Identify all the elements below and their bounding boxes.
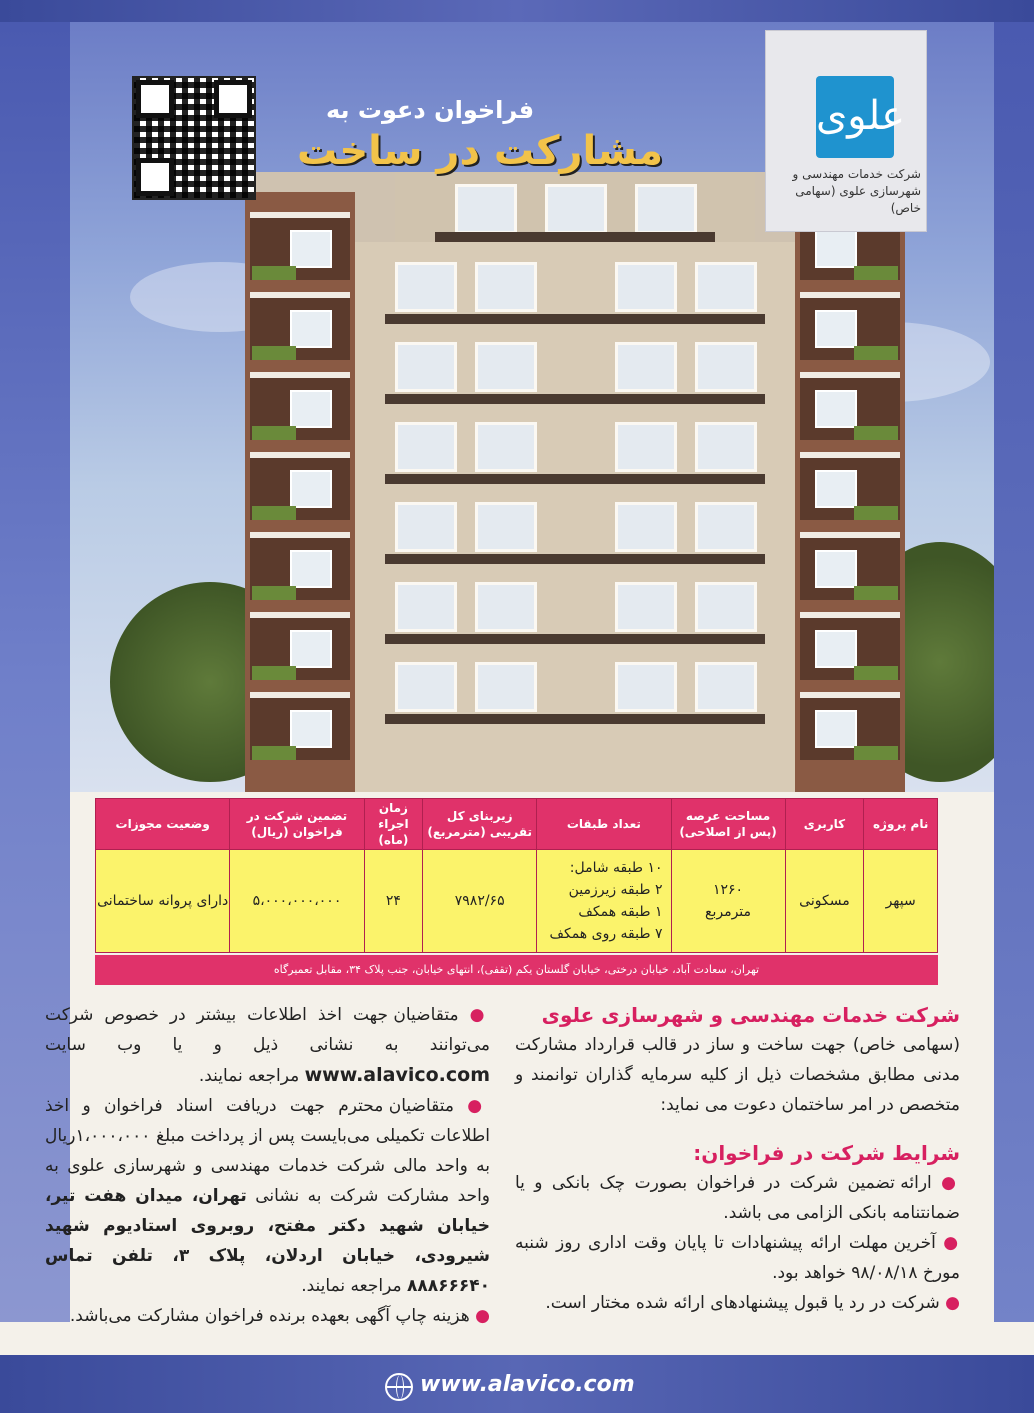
title-line-1: فراخوان دعوت به — [325, 96, 535, 124]
floors-line: ۱ طبقه همکف — [578, 904, 663, 920]
area-value: ۱۲۶۰ — [713, 882, 744, 898]
info-item — [45, 1301, 490, 1331]
cell-floors — [537, 850, 671, 953]
table-header: وضعیت مجوزات — [96, 799, 230, 850]
website-link[interactable]: www.alavico.com — [304, 1064, 490, 1086]
building-core — [355, 242, 795, 792]
building-right-wing — [795, 192, 905, 792]
table-header: زمان اجراء (ماه) — [364, 799, 423, 850]
cell-area — [671, 850, 785, 953]
condition-item — [515, 1228, 960, 1288]
floors-line: ۱۰ طبقه شامل: — [569, 860, 663, 876]
floors-line: ۲ طبقه زیرزمین — [568, 882, 663, 898]
info-item — [45, 1000, 490, 1091]
cell-project: سپهر — [864, 850, 938, 953]
company-name-line-1: شرکت خدمات مهندسی و — [792, 167, 921, 181]
info-text: مراجعه نمایند. — [198, 1066, 300, 1086]
info-text: هزینه چاپ آگهی بعهده برنده فراخوان مشارکت می‌باشد. — [69, 1306, 470, 1326]
bullet-icon: ● — [939, 1293, 960, 1313]
table-header: نام پروژه — [864, 799, 938, 850]
condition-item — [515, 1288, 960, 1318]
bullet-icon: ● — [935, 1233, 960, 1253]
table-header: تعداد طبقات — [537, 799, 671, 850]
cell-usage: مسکونی — [785, 850, 864, 953]
info-item — [45, 1091, 490, 1301]
company-logo-icon: علوی — [816, 76, 894, 158]
company-logo-box — [765, 30, 927, 232]
project-address: تهران، سعادت آباد، خیابان درختی، خیابان گلستان یکم (تقفی)، انتهای خیابان، جنب پلاک ۳۴، مقابل تعمیرگاه — [95, 955, 938, 985]
building-illustration — [245, 172, 905, 792]
right-column — [515, 1000, 960, 1318]
table-row — [96, 850, 938, 953]
info-text: مراجعه نمایند. — [301, 1276, 402, 1296]
qr-code — [132, 76, 256, 200]
left-column — [45, 1000, 490, 1331]
intro-text: (سهامی خاص) جهت ساخت و ساز در قالب قرارداد مشارکت مدنی مطابق مشخصات ذیل از کلیه سرمایه گذاران توانمند و متخصص در امر ساختمان دعوت می نماید: — [515, 1035, 960, 1115]
right-border — [994, 22, 1034, 1322]
building-left-wing — [245, 192, 355, 792]
condition-item — [515, 1168, 960, 1228]
cell-permits: دارای پروانه ساختمانی — [96, 850, 230, 953]
info-text: متقاضیان جهت اخذ اطلاعات بیشتر در خصوص شرکت می‌توانند به نشانی ذیل و یا وب سایت — [45, 1005, 490, 1055]
table-header: تضمین شرکت در فراخوان (ریال) — [230, 799, 364, 850]
building-top — [395, 172, 755, 252]
cell-total-area: ۷۹۸۲/۶۵ — [423, 850, 537, 953]
bullet-icon: ● — [469, 1306, 490, 1326]
condition-text: آخرین مهلت ارائه پیشنهادات تا پایان وقت اداری روز شنبه مورخ ۹۸/۰۸/۱۸ خواهد بود. — [515, 1233, 960, 1283]
bullet-icon: ● — [453, 1096, 490, 1116]
info-text: متقاضیان محترم جهت دریافت اسناد فراخوان و اخذ اطلاعات تکمیلی می‌بایست پس از پرداخت مبلغ ۱،۰۰۰،۰۰۰ریال به واحد مالی شرکت خدمات مهندسی و شهرسازی علوی به واحد مشارکت شرکت به نشانی — [45, 1096, 491, 1206]
company-name — [771, 166, 921, 217]
table-header: زیربنای کل تقریبی (مترمربع) — [423, 799, 537, 850]
top-border — [0, 0, 1034, 22]
title-line-2: مشارکت در ساخت — [296, 128, 664, 174]
cell-guarantee: ۵،۰۰۰،۰۰۰،۰۰۰ — [230, 850, 364, 953]
condition-text: شرکت در رد یا قبول پیشنهادهای ارائه شده مختار است. — [545, 1293, 940, 1313]
floors-line: ۷ طبقه روی همکف — [549, 926, 663, 942]
table-header: کاربری — [785, 799, 864, 850]
bullet-icon: ● — [931, 1173, 960, 1193]
company-heading: شرکت خدمات مهندسی و شهرسازی علوی — [541, 1003, 960, 1027]
project-table — [95, 798, 938, 953]
condition-text: ارائه تضمین شرکت در فراخوان بصورت چک بانکی و یا ضمانتنامه بانکی الزامی می باشد. — [515, 1173, 960, 1223]
area-unit: مترمربع — [705, 904, 752, 920]
cell-duration: ۲۴ — [364, 850, 423, 953]
table-header: مساحت عرصه (پس از اصلاحی) — [671, 799, 785, 850]
office-address: تهران، میدان هفت تیر، خیابان شهید دکتر مفتح، روبروی استادیوم شهید شیرودی، خیابان اردلان، پلاک ۳، تلفن تماس ۸۸۸۶۶۶۴۰ — [45, 1186, 491, 1296]
footer-website-link[interactable]: www.alavico.com — [420, 1372, 635, 1397]
conditions-heading: شرایط شرکت در فراخوان: — [693, 1141, 960, 1165]
company-name-line-2: شهرسازی علوی (سهامی خاص) — [795, 184, 921, 215]
table-header-row — [96, 799, 938, 850]
bullet-icon: ● — [458, 1005, 490, 1025]
